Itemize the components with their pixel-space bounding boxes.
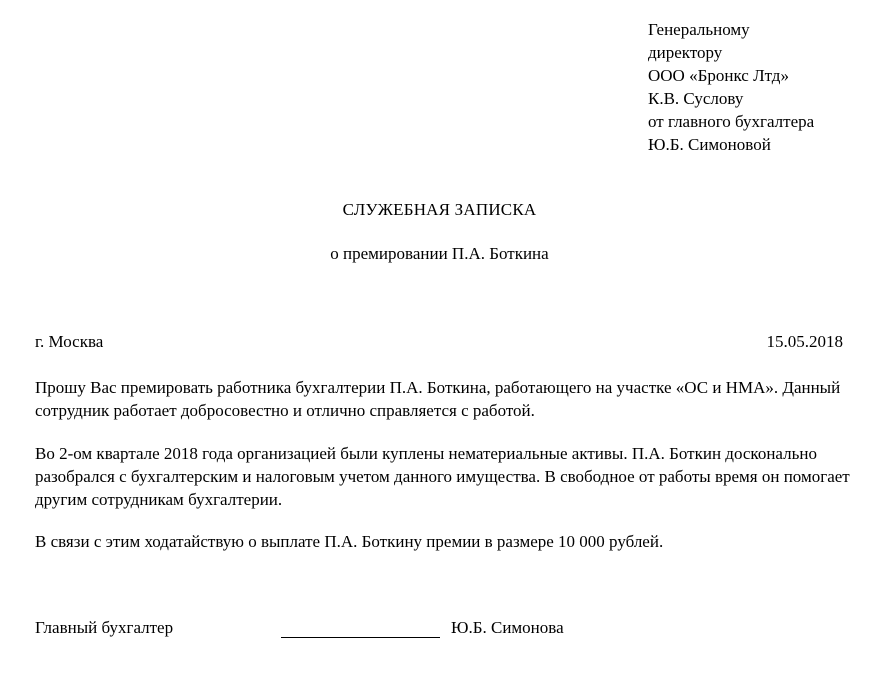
body-paragraph: Прошу Вас премировать работника бухгалтерии П.А. Боткина, работающего на участке «ОС и НМА». Данный сотрудник работает добросовестно и отлично справляется с работой. bbox=[35, 378, 841, 420]
signature-name: Ю.Б. Симонова bbox=[451, 618, 564, 637]
addressee-line: К.В. Суслову bbox=[648, 89, 744, 108]
addressee-line: директору bbox=[648, 43, 723, 62]
addressee-line: Ю.Б. Симоновой bbox=[648, 135, 771, 154]
addressee-line: Генеральному bbox=[648, 20, 750, 39]
signature-role: Главный бухгалтер bbox=[35, 618, 174, 637]
date-text: 15.05.2018 bbox=[766, 332, 843, 351]
body-paragraph: В связи с этим ходатайствую о выплате П.А. Боткину премии в размере 10 000 рублей. bbox=[35, 532, 664, 551]
body-paragraph: Во 2-ом квартале 2018 года организацией были куплены нематериальные активы. П.А. Боткин досконально разобрался с бухгалтерским и налоговым учетом данного имущества. В свободное от работы время он помогает другим сотрудникам бухгалтерии. bbox=[35, 444, 850, 509]
document-subtitle: о премировании П.А. Боткина bbox=[330, 244, 549, 263]
document-title: СЛУЖЕБНАЯ ЗАПИСКА bbox=[342, 200, 537, 219]
signature-line bbox=[281, 637, 440, 638]
addressee-line: от главного бухгалтера bbox=[648, 112, 815, 131]
addressee-block bbox=[648, 18, 814, 156]
place-text: г. Москва bbox=[35, 332, 104, 351]
addressee-line: ООО «Бронкс Лтд» bbox=[648, 66, 789, 85]
